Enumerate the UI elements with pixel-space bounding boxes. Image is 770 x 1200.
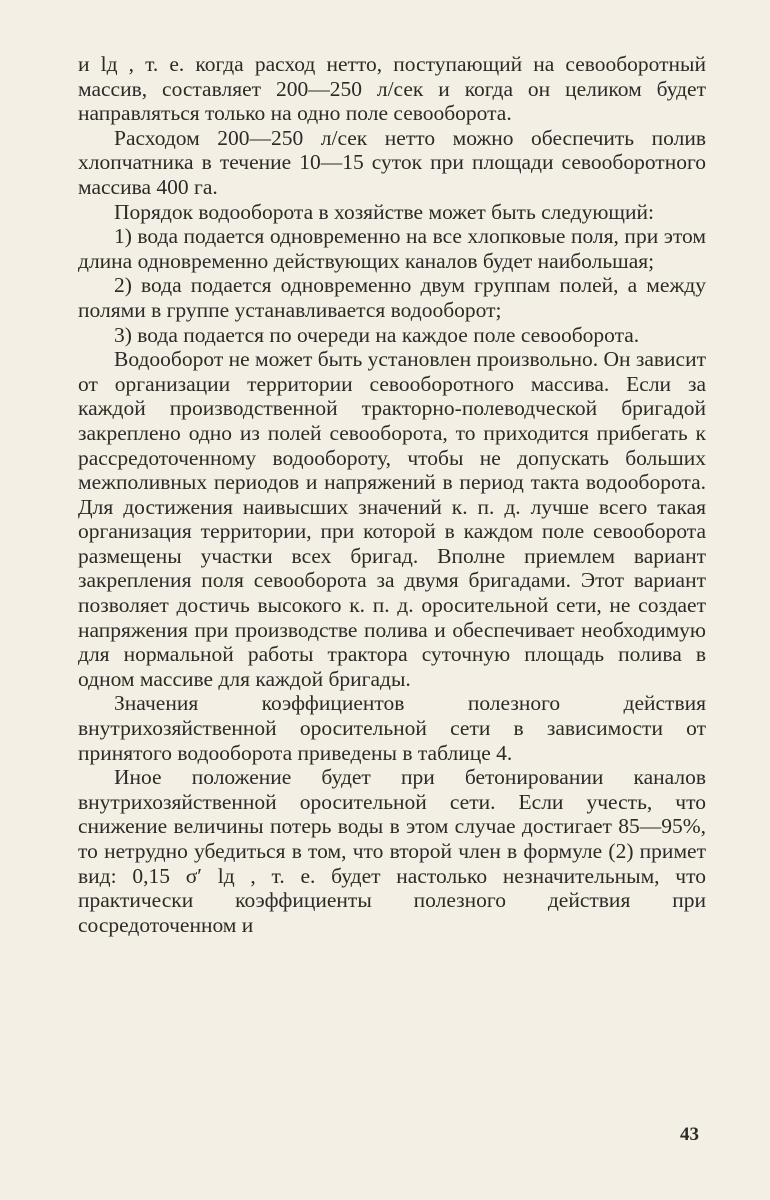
paragraph-efficiency-table: Значения коэффициентов полезного действия внутрихозяйственной оросительной сети в зависимости от принятого водооборота приведены в таблице 4. bbox=[78, 691, 706, 765]
paragraph-territory-organization: Водооборот не может быть установлен произвольно. Он зависит от организации территории севооборотного массива. Если за каждой производственной тракторно-полеводческой бригадой закреплено одно из полей севооборота, то приходится прибегать к рассредоточенному водообороту, чтобы не допускать больших межполивных периодов и напряжений в период такта водооборота. Для достижения наивысших значений к. п. д. лучше всего такая организация территории, при которой в каждом поле севооборота размещены участки всех бригад. Вполне приемлем вариант закрепления поля севооборота за двумя бригадами. Этот вариант позволяет достичь высокого к. п. д. оросительной сети, не создает напряжения при производстве полива и обеспечивает необходимую для нормальной работы трактора суточную площадь полива в одном массиве для каждой бригады. bbox=[78, 347, 707, 691]
body-text bbox=[78, 52, 706, 937]
paragraph-continuation: и lд , т. е. когда расход нетто, поступающий на севооборотный массив, составляет 200—250 л/сек и когда он целиком будет направляться только на одно поле севооборота. bbox=[78, 52, 706, 126]
list-item-3: 3) вода подается по очереди на каждое поле севооборота. bbox=[114, 322, 640, 347]
paragraph-rotation-order: Порядок водооборота в хозяйстве может быть следующий: bbox=[114, 199, 654, 224]
paragraph-flow-rate: Расходом 200—250 л/сек нетто можно обеспечить полив хлопчатника в течение 10—15 суток при площади севооборотного массива 400 га. bbox=[78, 125, 706, 199]
list-item-2: 2) вода подается одновременно двум группам полей, а между полями в группе устанавливается водооборот; bbox=[78, 273, 706, 322]
list-item-1: 1) вода подается одновременно на все хлопковые поля, при этом длина одновременно действующих каналов будет наибольшая; bbox=[78, 224, 706, 273]
page-number: 43 bbox=[680, 1124, 699, 1145]
paragraph-concrete-channels: Иное положение будет при бетонировании каналов внутрихозяйственной оросительной сети. Если учесть, что снижение величины потерь воды в этом случае достигает 85—95%, то нетрудно убедиться в том, что второй член в формуле (2) примет вид: 0,15 σ′ lд , т. е. будет настолько незначительным, что практически коэффициенты полезного действия при сосредоточенном и bbox=[78, 765, 706, 937]
